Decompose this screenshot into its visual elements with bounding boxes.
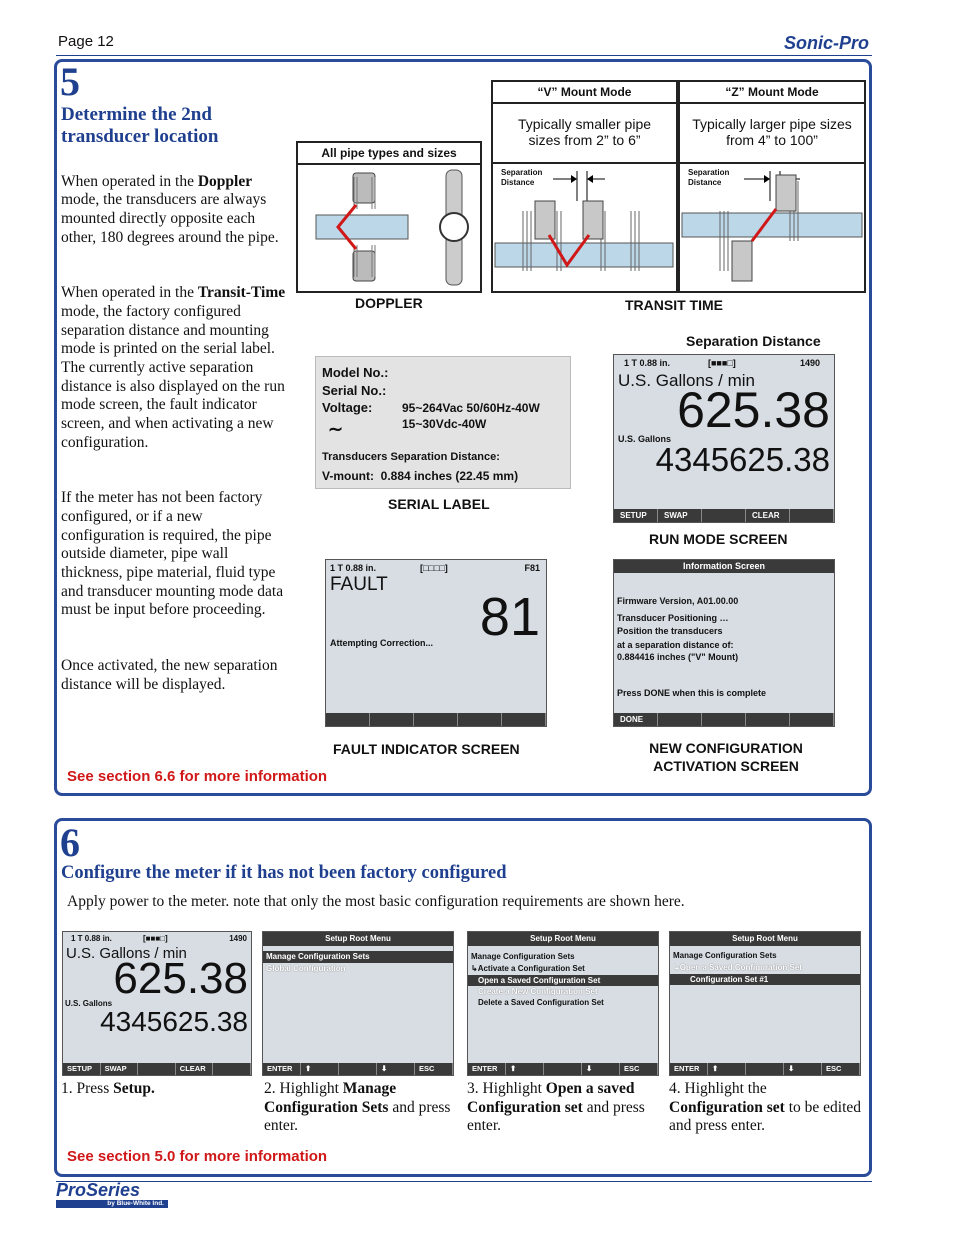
softkey-blank[interactable] [213,1063,251,1075]
section-6-title: Configure the meter if it has not been factory configured [61,863,507,883]
softkey-enter[interactable]: ENTER [263,1063,301,1075]
step4-menu-screen [669,931,861,1076]
z-sep-label: Separation Distance [688,168,730,187]
fault-code-short: F81 [524,563,540,573]
z-mount-diagram [678,80,866,293]
softkey-esc[interactable]: ESC [822,1063,860,1075]
page-number: Page 12 [58,33,114,50]
logo-subtext: by Blue-White Ind. [56,1200,168,1208]
softkey-setup[interactable]: SETUP [63,1063,101,1075]
softkey-blank[interactable] [746,713,790,726]
v-mount-diagram [491,80,678,293]
total-label: U.S. Gallons [618,434,672,444]
new-config-caption-line1: NEW CONFIGURATION [649,740,803,756]
softkey-blank[interactable] [502,713,546,726]
softkey-swap[interactable]: SWAP [658,509,702,522]
v-sep-label: Separation Distance [501,168,543,187]
done-instruction: Press DONE when this is complete [617,688,767,698]
step3-text-b: Open a saved Configuration set [467,1080,635,1116]
step1-caption [61,1080,251,1099]
information-screen [613,559,835,727]
doppler-diagram [296,141,482,293]
section-6-intro: Apply power to the meter. note that only the most basic configuration requirements are shown here. [67,893,685,910]
menu-item[interactable]: Create a New Configuration Set [478,987,598,996]
z-mount-header: “Z” Mount Mode [680,82,864,104]
softkey-bar [63,1063,251,1075]
softkey-blank[interactable] [326,713,370,726]
footer-rule [56,1181,872,1182]
menu-item[interactable]: ↳Open a Saved Configuration Set [673,963,802,972]
menu-title: Setup Root Menu [263,932,453,946]
voltage-label: Voltage: [322,400,373,415]
sep-distance-title: Transducers Separation Distance: [322,451,500,463]
section-6-number: 6 [60,820,80,865]
fault-message: Attempting Correction... [330,638,433,648]
softkey-clear[interactable]: CLEAR [746,509,790,522]
voltage-dc: 15~30Vdc-40W [402,417,487,431]
softkey-bar [614,713,834,726]
softkey-enter[interactable]: ENTER [468,1063,506,1075]
step3-menu-screen [467,931,659,1076]
see-section-link[interactable]: See section 5.0 for more information [67,1148,328,1165]
menu-item[interactable]: ↳Activate a Configuration Set [471,964,585,973]
step4-text-a: 4. Highlight the [669,1080,767,1097]
wave-icon: ∼ [328,419,344,439]
separation-callout: Separation Distance [686,333,821,349]
softkey-enter[interactable]: ENTER [670,1063,708,1075]
status-line-left: 1 T 0.88 in. [71,934,112,943]
signal-strength: [■■■□] [143,934,168,943]
model-label: Model No.: [322,365,389,380]
step3-text-c: and press enter. [467,1098,645,1135]
section-5-body [61,154,289,713]
step4-text-b: Configuration set [669,1098,785,1116]
position-line: Position the transducers [617,626,723,636]
doppler-header: All pipe types and sizes [298,143,480,165]
softkey-down-icon[interactable]: ⬇ [377,1063,415,1075]
section-5-title: Determine the 2nd transducer location [61,104,219,147]
step2-text-a: 2. Highlight [264,1080,343,1097]
softkey-esc[interactable]: ESC [620,1063,658,1075]
serial-label-image [315,356,571,489]
menu-item[interactable]: Manage Configuration Sets [471,952,575,961]
softkey-bar [468,1063,658,1075]
softkey-swap[interactable]: SWAP [101,1063,139,1075]
new-config-caption-line2: ACTIVATION SCREEN [653,758,799,774]
z-mount-drawing [680,161,864,291]
step2-menu-screen [262,931,454,1076]
header-rule [56,55,872,56]
v-mount-text: Typically smaller pipe sizes from 2” to 6” [493,104,676,164]
fault-word: FAULT [330,574,388,595]
fault-indicator-screen [325,559,547,727]
menu-title: Setup Root Menu [670,932,860,946]
rate-value: 625.38 [113,954,248,1003]
softkey-clear[interactable]: CLEAR [176,1063,214,1075]
status-line-right: 1490 [799,358,820,368]
serial-no-label: Serial No.: [322,383,387,398]
separation-value: 0.884416 inches ("V" Mount) [617,652,739,662]
v-mount-drawing [493,161,676,291]
step1-bold: Setup. [113,1080,155,1097]
brand-title: Sonic-Pro [783,33,869,53]
menu-title: Setup Root Menu [468,932,658,946]
vmount-value: V-mount: 0.884 inches (22.45 mm) [322,469,519,483]
info-screen-title: Information Screen [614,560,834,573]
softkey-blank[interactable] [414,713,458,726]
softkey-bar [263,1063,453,1075]
softkey-down-icon[interactable]: ⬇ [582,1063,620,1075]
softkey-up-icon[interactable]: ⬆ [708,1063,746,1075]
step3-text-a: 3. Highlight [467,1080,546,1097]
transit-caption: TRANSIT TIME [625,297,723,313]
menu-item[interactable]: Global Configuration [266,964,346,973]
softkey-blank[interactable] [658,713,702,726]
paragraph-activated: Once activated, the new separation distance will be displayed. [61,656,278,693]
status-line-right: 1490 [229,934,247,943]
step1-text: 1. Press [61,1080,114,1097]
softkey-blank[interactable] [790,713,834,726]
softkey-blank[interactable] [458,713,502,726]
status-line-left: 1 T 0.88 in. [624,358,671,368]
step3-caption [467,1080,657,1136]
separation-line: at a separation distance of: [617,640,734,650]
rate-units: U.S. Gallons / min [618,371,755,390]
step2-text-b: Manage Configuration Sets [264,1080,397,1116]
new-config-caption [613,739,839,775]
proseries-logo [56,1181,168,1209]
menu-item-selected[interactable]: Configuration Set #1 [670,974,860,985]
softkey-up-icon[interactable]: ⬆ [506,1063,544,1075]
softkey-blank[interactable] [746,1063,784,1075]
softkey-down-icon[interactable]: ⬇ [784,1063,822,1075]
softkey-bar [326,713,546,726]
step1-run-screen [62,931,252,1076]
firmware-line: Firmware Version, A01.00.00 [617,596,739,606]
run-mode-caption: RUN MODE SCREEN [649,531,788,547]
total-value: 4345625.38 [655,441,830,478]
paragraph-doppler: When operated in the Doppler mode, the transducers are always mounted directly opposite each other, 180 degrees around the pipe. [61,172,279,246]
doppler-pipe-drawing [298,165,480,289]
positioning-line: Transducer Positioning … [617,613,729,623]
voltage-ac: 95~264Vac 50/60Hz-40W [402,401,540,415]
softkey-blank[interactable] [138,1063,176,1075]
total-label: U.S. Gallons [65,999,113,1008]
menu-item[interactable]: Manage Configuration Sets [673,951,777,960]
see-section-link[interactable]: See section 6.6 for more information [67,768,328,785]
softkey-esc[interactable]: ESC [415,1063,453,1075]
step4-text-c: to be edited and press enter. [669,1098,862,1135]
softkey-bar [614,509,834,522]
z-mount-text: Typically larger pipe sizes from 4” to 100” [680,104,864,164]
step4-caption [669,1080,861,1136]
step2-text-c: and press enter. [264,1098,451,1135]
section-5-number: 5 [60,59,80,104]
softkey-blank[interactable] [702,509,746,522]
total-value: 4345625.38 [100,1006,248,1037]
softkey-blank[interactable] [370,713,414,726]
run-mode-screen [613,354,835,523]
menu-item-selected[interactable]: Manage Configuration Sets [263,951,453,963]
fault-caption: FAULT INDICATOR SCREEN [333,741,520,757]
softkey-blank[interactable] [339,1063,377,1075]
softkey-bar [670,1063,860,1075]
menu-item-selected[interactable]: Open a Saved Configuration Set [468,975,658,986]
step2-caption [264,1080,456,1136]
rate-units: U.S. Gallons / min [66,945,187,962]
doppler-caption: DOPPLER [355,295,423,311]
serial-label-caption: SERIAL LABEL [388,496,490,512]
softkey-up-icon[interactable]: ⬆ [301,1063,339,1075]
menu-item[interactable]: Delete a Saved Configuration Set [478,998,604,1007]
fault-code: 81 [479,587,540,647]
signal-strength: [■■■□] [708,358,736,368]
signal-strength: [□□□□] [420,563,448,573]
softkey-blank[interactable] [702,713,746,726]
rate-value: 625.38 [677,382,830,438]
v-mount-header: “V” Mount Mode [493,82,676,104]
softkey-done[interactable]: DONE [614,713,658,726]
softkey-blank[interactable] [790,509,834,522]
status-line-left: 1 T 0.88 in. [330,563,377,573]
logo-text: ProSeries [56,1180,141,1200]
paragraph-not-configured: If the meter has not been factory configured, or if a new configuration is required, the pipe outside diameter, pipe wall thickness, pipe material, fluid type and transducer mounting mode data must be input before proceeding. [61,489,284,619]
paragraph-transit: When operated in the Transit-Time mode, the factory configured separation distance and mounting mode is printed on the serial label. The currently active separation distance is also displayed on the run mode screen, the fault indicator screen, and when activating a new configuration. [61,284,286,451]
softkey-blank[interactable] [544,1063,582,1075]
softkey-setup[interactable]: SETUP [614,509,658,522]
